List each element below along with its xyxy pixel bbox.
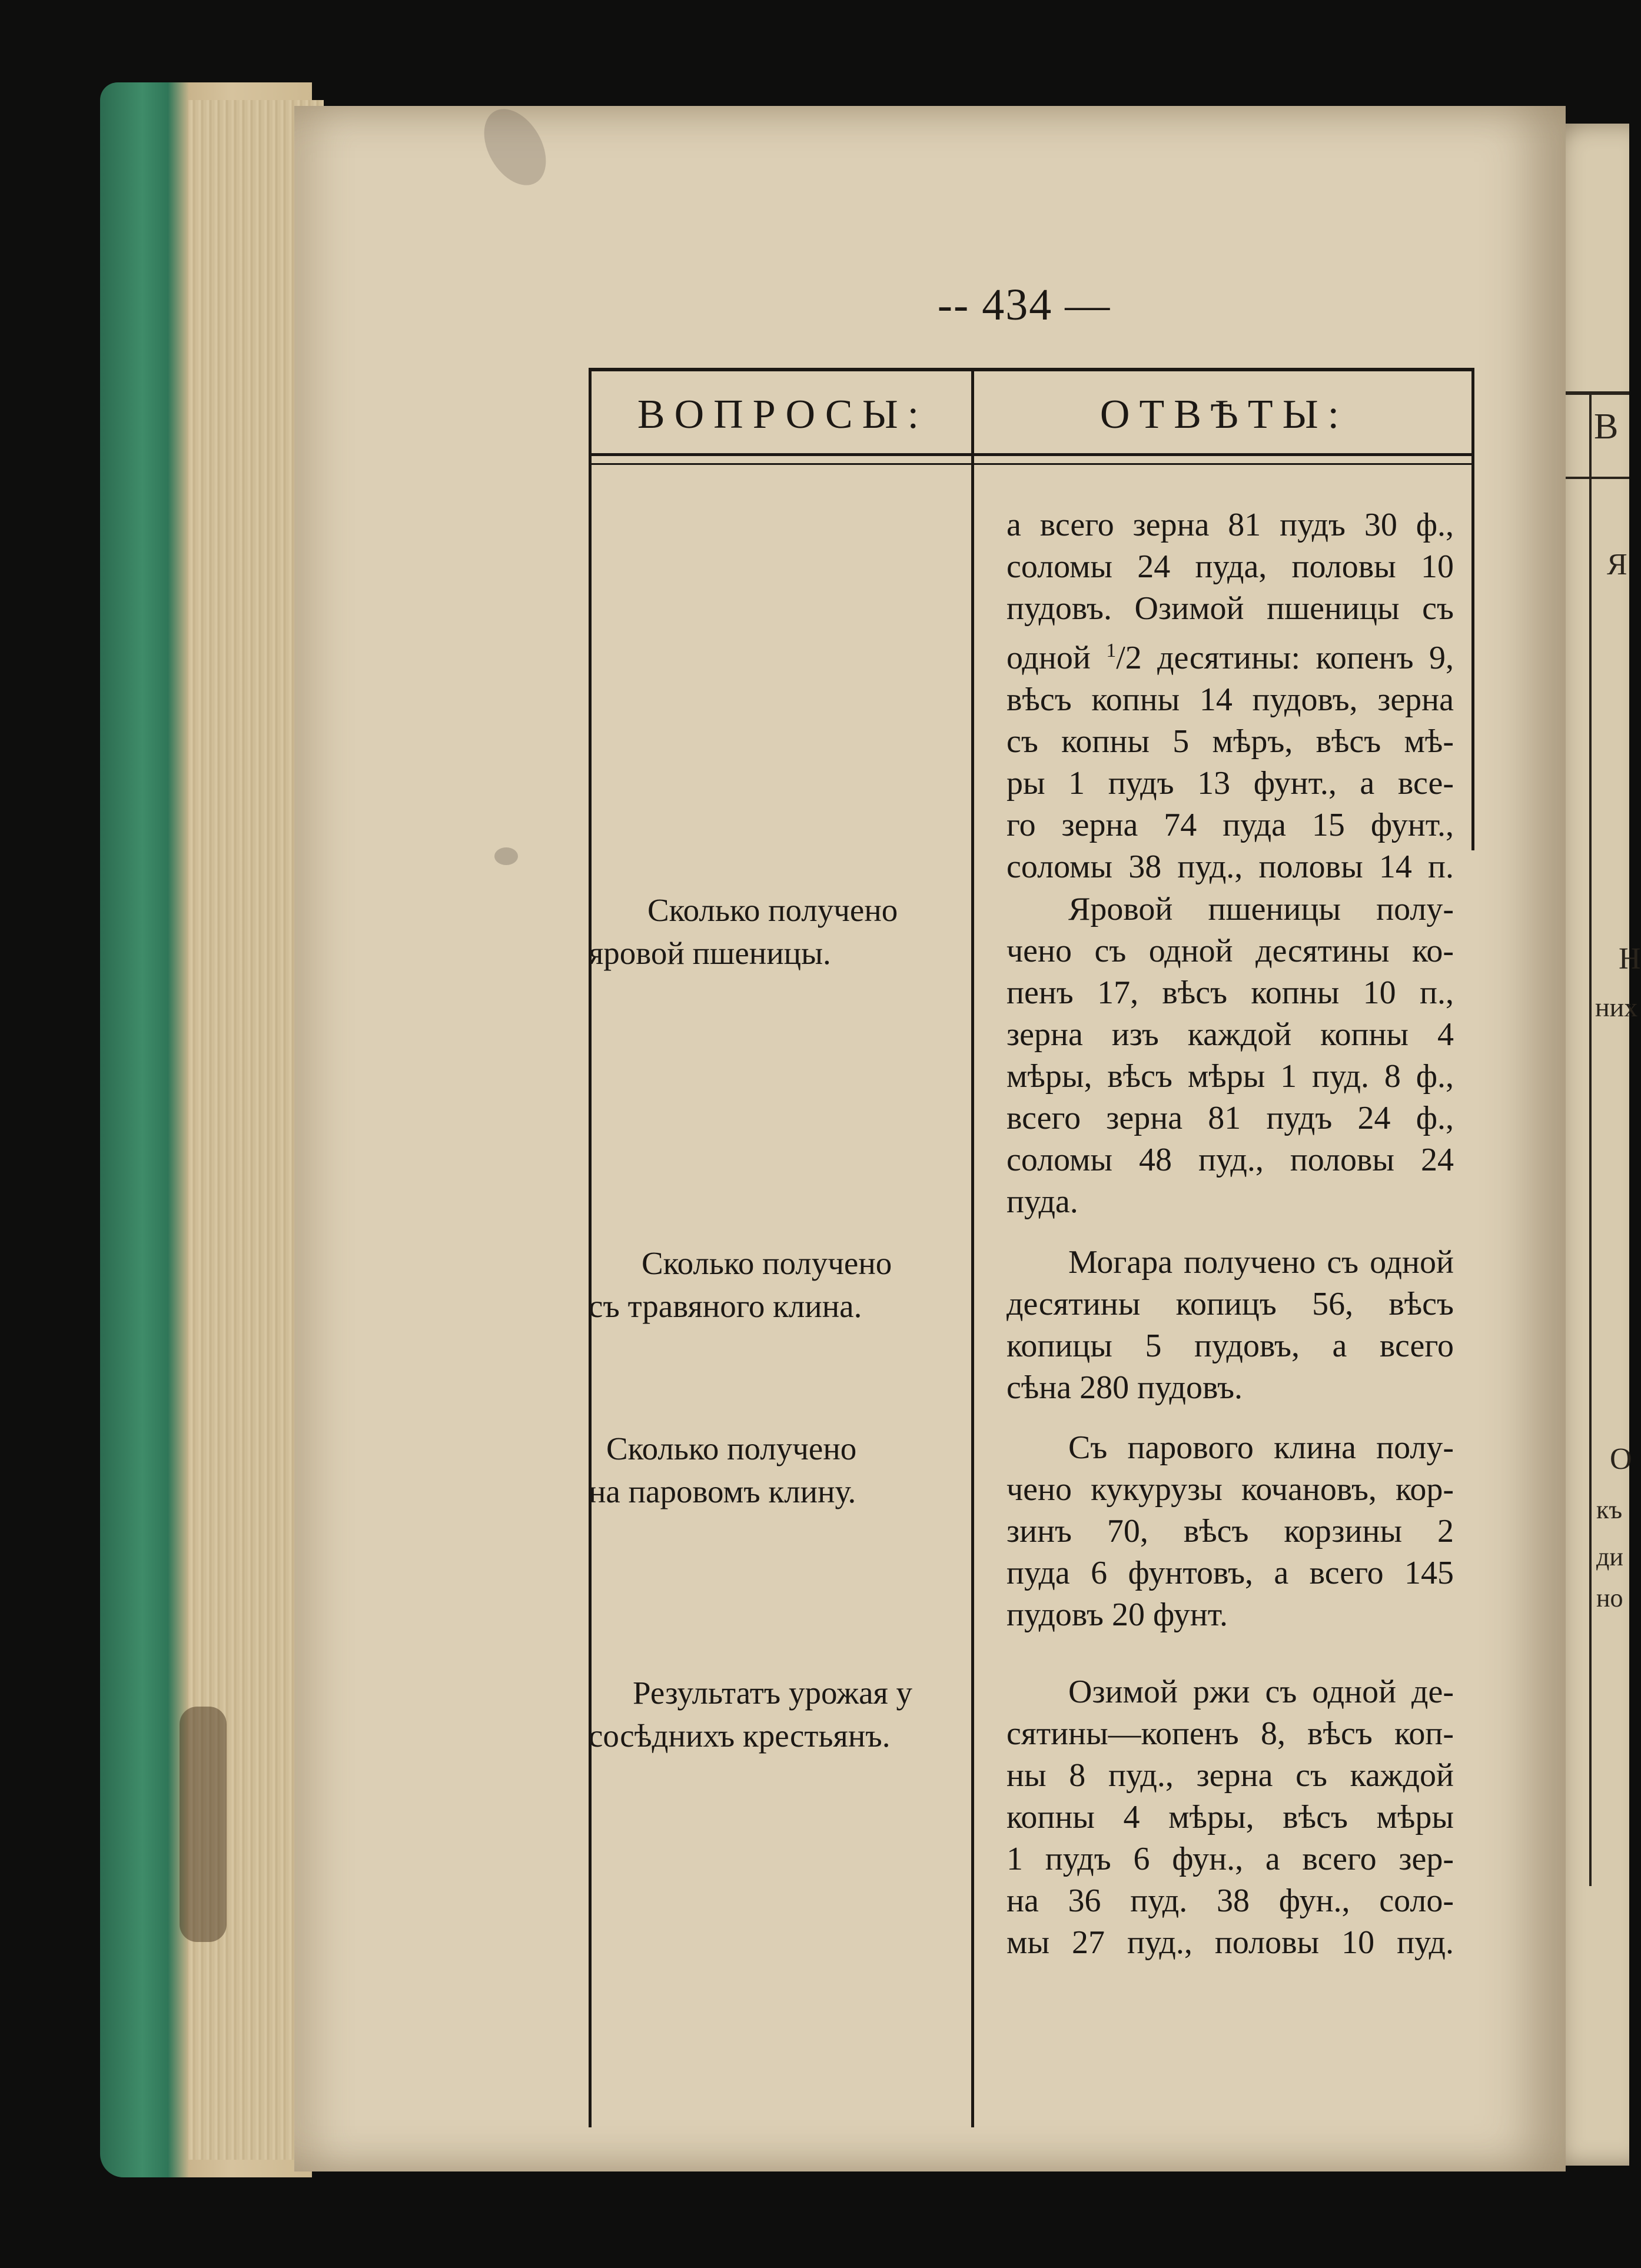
table-rule-middle: [971, 368, 974, 2127]
facing-page-fragment: но: [1596, 1584, 1623, 1612]
answer-line: Яровой пшеницы полу-: [1068, 891, 1454, 927]
facing-page-fragment: О: [1610, 1442, 1632, 1476]
answer-block: [1006, 1671, 1454, 1964]
question-line: на паровомъ клину.: [589, 1474, 856, 1509]
question-line: Результатъ урожая у: [633, 1675, 913, 1711]
question-block: [589, 1427, 965, 1513]
answer-line: чено съ одной десятины ко-: [1006, 933, 1454, 969]
answer-line: Могара получено съ одной: [1068, 1244, 1454, 1281]
answer-block: [1006, 504, 1454, 888]
answer-line: ны 8 пуд., зерна съ каждой: [1006, 1757, 1454, 1794]
facing-page-rule: [1589, 391, 1592, 1886]
facing-page-fragment: Я: [1607, 548, 1627, 581]
facing-page-fragment: Н: [1619, 942, 1641, 976]
answer-line: чено кукурузы кочановъ, кор-: [1006, 1471, 1454, 1508]
answer-line: ры 1 пудъ 13 фунт., а все-: [1006, 765, 1454, 802]
question-block: [589, 1671, 965, 1757]
question-line: Сколько получено: [647, 892, 898, 928]
answer-line: пудовъ. Озимой пшеницы съ: [1006, 590, 1454, 627]
answer-line: мы 27 пуд., половы 10 пуд.: [1006, 1924, 1454, 1961]
page-number: -- 434 —: [937, 280, 1111, 330]
spine-stain: [180, 1707, 227, 1942]
facing-page-fragment: них: [1595, 992, 1638, 1022]
header-questions: ВОПРОСЫ:: [637, 392, 929, 437]
table-rule-header: [589, 453, 1474, 456]
answer-line: 1 пудъ 6 фун., а всего зер-: [1006, 1841, 1454, 1877]
answer-block: [1006, 1427, 1454, 1636]
answer-line: десятины копицъ 56, вѣсъ: [1006, 1286, 1454, 1322]
facing-page-fragment: къ: [1596, 1495, 1623, 1524]
answer-line: Съ парового клина полу-: [1068, 1429, 1454, 1466]
answer-line: го зерна 74 пуда 15 фунт.,: [1006, 807, 1454, 843]
table-rule-right: [1471, 368, 1474, 850]
question-line: Сколько получено: [606, 1431, 857, 1466]
table-rule-top: [589, 368, 1474, 371]
answer-line: на 36 пуд. 38 фун., соло-: [1006, 1883, 1454, 1919]
question-block: [589, 889, 965, 975]
answer-line: всего зерна 81 пудъ 24 ф.,: [1006, 1100, 1454, 1136]
question-line: Сколько получено: [642, 1245, 892, 1281]
answer-line: соломы 48 пуд., половы 24: [1006, 1142, 1454, 1178]
answer-block: [1006, 1242, 1454, 1409]
answer-line: зинъ 70, вѣсъ корзины 2: [1006, 1513, 1454, 1549]
answer-line: пудовъ 20 фунт.: [1006, 1597, 1228, 1633]
question-line: съ травяного клина.: [589, 1288, 862, 1324]
answer-line: соломы 38 пуд., половы 14 п.: [1006, 849, 1454, 885]
page-stain: [494, 847, 518, 865]
answer-line: сятины—копенъ 8, вѣсъ коп-: [1006, 1715, 1454, 1752]
answer-line: а всего зерна 81 пудъ 30 ф.,: [1006, 507, 1454, 543]
facing-page-fragment: ди: [1596, 1542, 1623, 1571]
answer-line: съ копны 5 мѣръ, вѣсъ мѣ-: [1006, 723, 1454, 760]
header-answers: ОТВѢТЫ:: [1099, 392, 1349, 437]
answer-line: пенъ 17, вѣсъ копны 10 п.,: [1006, 975, 1454, 1011]
answer-line: соломы 24 пуда, половы 10: [1006, 548, 1454, 585]
answer-line: копицы 5 пудовъ, а всего: [1006, 1328, 1454, 1364]
answer-block: [1006, 889, 1454, 1223]
answer-line: одной $^1$/2 десятины: копенъ 9,: [1006, 640, 1454, 676]
answer-line: копны 4 мѣры, вѣсъ мѣры: [1006, 1799, 1454, 1835]
answer-line: Озимой ржи съ одной де-: [1068, 1674, 1454, 1710]
answer-line: мѣры, вѣсъ мѣры 1 пуд. 8 ф.,: [1006, 1058, 1454, 1095]
answer-line: пуда 6 фунтовъ, а всего 145: [1006, 1555, 1454, 1591]
answer-line: вѣсъ копны 14 пудовъ, зерна: [1006, 681, 1454, 718]
table-rule-header-double: [589, 463, 1474, 465]
answer-line: пуда.: [1006, 1183, 1078, 1220]
facing-page-fragment: В: [1594, 407, 1619, 447]
answer-line: зерна изъ каждой копны 4: [1006, 1016, 1454, 1053]
question-block: [589, 1242, 965, 1328]
question-line: яровой пшеницы.: [589, 935, 831, 971]
question-line: сосѣднихъ крестьянъ.: [589, 1718, 891, 1754]
answer-line: сѣна 280 пудовъ.: [1006, 1369, 1243, 1406]
